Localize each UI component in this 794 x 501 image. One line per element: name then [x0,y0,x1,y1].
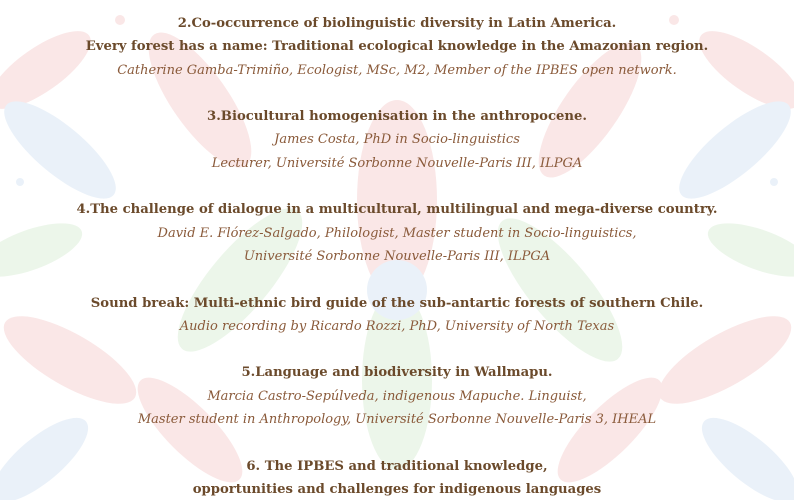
section-title-line: 4.The challenge of dialogue in a multicultural, multilingual and mega-diverse country. [76,202,718,218]
section-title-line: 5.Language and biodiversity in Wallmapu. [241,365,553,381]
section-spacer [0,268,794,291]
section-author-line: Audio recording by Ricardo Rozzi, PhD, University of North Texas [179,318,615,334]
section-author-line: David E. Flórez-Salgado, Philologist, Master student in Socio-linguistics, [157,225,637,241]
section-author-line: Université Sorbonne Nouvelle-Paris III, ILPGA [243,248,551,264]
program-section [0,12,794,82]
section-author-line: Catherine Gamba-Trimiño, Ecologist, MSc, M2, Member of the IPBES open network. [117,62,677,78]
program-section [0,198,794,268]
section-spacer [0,431,794,454]
section-author-line: James Costa, PhD in Socio-linguistics [274,132,520,148]
section-author-line: Lecturer, Université Sorbonne Nouvelle-Paris III, ILPGA [211,155,583,171]
section-title-line: opportunities and challenges for indigenous languages [192,481,602,497]
section-title-line: 3.Biocultural homogenisation in the anthropocene. [207,109,587,125]
program-section [0,292,794,339]
section-spacer [0,82,794,105]
section-title-line: Every forest has a name: Traditional ecological knowledge in the Amazonian region. [85,39,709,55]
section-author-line: Marcia Castro-Sepúlveda, indigenous Mapuche. Linguist, [207,388,587,404]
program-section [0,105,794,175]
section-author-line: Master student in Anthropology, Université Sorbonne Nouvelle-Paris 3, IHEAL [137,412,657,428]
program-list [0,12,794,501]
section-title-line: Sound break: Multi-ethnic bird guide of the sub-antartic forests of southern Chile. [90,295,704,311]
section-spacer [0,338,794,361]
section-spacer [0,175,794,198]
section-title-line: 2.Co-occurrence of biolinguistic diversity in Latin America. [177,16,617,31]
section-title-line: 6. The IPBES and traditional knowledge, [246,458,548,474]
program-section [0,361,794,431]
program-section [0,455,794,501]
